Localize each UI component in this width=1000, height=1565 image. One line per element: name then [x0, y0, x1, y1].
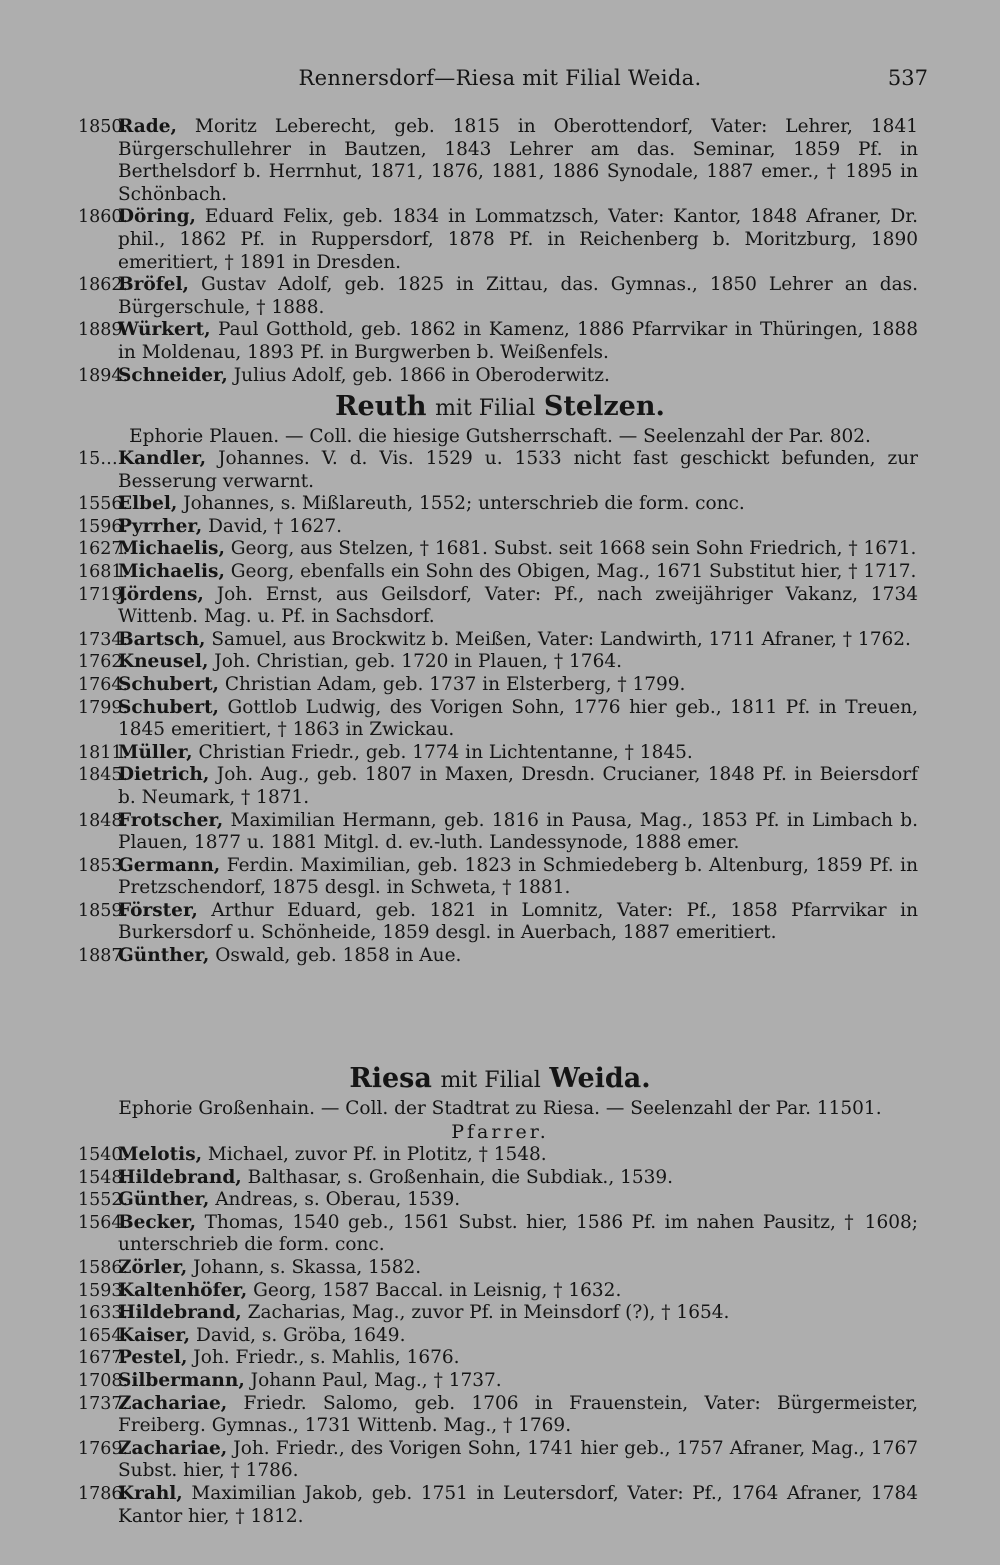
entry-year: 1786.: [78, 1483, 129, 1504]
list-item: [0, 697, 1000, 742]
entry-name: Hildebrand,: [118, 1166, 242, 1188]
entry-text: Ferdin. Maximilian, geb. 1823 in Schmiedeberg b. Altenburg, 1859 Pf. in Pretzschendorf, 1875 desgl. in Schweta, † 1881.: [118, 854, 918, 899]
entry-year: 1859.: [78, 900, 129, 921]
entry-name: Kaiser,: [118, 1324, 191, 1346]
list-item: [0, 584, 1000, 629]
entry-text: Paul Gotthold, geb. 1862 in Kamenz, 1886 Pfarrvikar in Thüringen, 1888 in Moldenau, 1893 Pf. in Burgwerben b. Weißenfels.: [118, 319, 918, 363]
list-item: [0, 1347, 1000, 1370]
page-number: 537: [887, 66, 928, 90]
entry-text: Arthur Eduard, geb. 1821 in Lomnitz, Vater: Pf., 1858 Pfarrvikar in Burkersdorf u. Schönheide, 1859 desgl. in Auerbach, 1887 emeritiert.: [118, 899, 918, 944]
list-item: [0, 1189, 1000, 1212]
section-title-riesa: [0, 1062, 1000, 1098]
entry-text: Johann Paul, Mag., † 1737.: [244, 1369, 502, 1391]
list-item: [0, 319, 1000, 364]
entry-text: Johannes. V. d. Vis. 1529 u. 1533 nicht fast geschickt befunden, zur Besserung verwarnt.: [118, 448, 918, 492]
entry-text: Joh. Friedr., des Vorigen Sohn, 1741 hier geb., 1757 Afraner, Mag., 1767 Subst. hier, † 1786.: [118, 1437, 918, 1482]
entry-year: 1564.: [78, 1212, 129, 1233]
entry-name: Frotscher,: [118, 809, 224, 831]
entry-text: Zacharias, Mag., zuvor Pf. in Meinsdorf (?), † 1654.: [241, 1302, 730, 1324]
entry-text: Moritz Leberecht, geb. 1815 in Oberottendorf, Vater: Lehrer, 1841 Bürgerschullehrer in Bautzen, 1843 Lehrer am das. Seminar, 1859 Pf. in Berthelsdorf b. Herrnhut, 1871, 1876, 1881, 1886 Synodale, 1887 emer., † 1895 in Schönbach.: [118, 116, 918, 205]
entry-text: Gustav Adolf, geb. 1825 in Zittau, das. Gymnas., 1850 Lehrer an das. Bürgerschule, † 1888.: [118, 274, 918, 318]
entry-text: Christian Friedr., geb. 1774 in Lichtentanne, † 1845.: [192, 741, 693, 763]
list-item: [0, 1393, 1000, 1438]
list-item: [0, 365, 1000, 388]
entry-name: Günther,: [118, 1189, 210, 1211]
entry-text: Johann, s. Skassa, 1582.: [187, 1256, 422, 1278]
entry-text: Joh. Aug., geb. 1807 in Maxen, Dresdn. Crucianer, 1848 Pf. in Beiersdorf b. Neumark, † 1871.: [118, 764, 918, 808]
entry-name: Rade,: [118, 116, 177, 137]
entry-year: 1845.: [78, 765, 129, 786]
list-item: [0, 516, 1000, 539]
entry-name: Schubert,: [118, 696, 219, 718]
section-meta-riesa: Ephorie Großenhain. — Coll. der Stadtrat zu Riesa. — Seelenzahl der Par. 11501.: [118, 1098, 882, 1119]
entry-year: 1596.: [78, 516, 129, 537]
list-item: [0, 810, 1000, 855]
entry-text: Michael, zuvor Pf. in Plotitz, † 1548.: [202, 1144, 547, 1165]
list-item: [0, 651, 1000, 674]
entry-year: 1734.: [78, 629, 129, 650]
entry-year: 1848.: [78, 810, 129, 831]
subheading-pfarrer: Pfarrer.: [451, 1121, 549, 1143]
list-item: [0, 1325, 1000, 1348]
entry-year: 1586.: [78, 1257, 129, 1278]
entry-name: Melotis,: [118, 1144, 203, 1165]
entry-name: Bartsch,: [118, 628, 206, 650]
entry-name: Günther,: [118, 945, 210, 967]
entry-year: 15…: [78, 449, 118, 469]
list-item: [0, 538, 1000, 561]
entry-name: Förster,: [118, 899, 198, 921]
entry-name: Dietrich,: [118, 764, 210, 786]
section-rennersdorf: [0, 116, 1000, 387]
list-item: [0, 1144, 1000, 1167]
entry-text: David, † 1627.: [202, 515, 343, 537]
entry-name: Germann,: [118, 854, 221, 876]
entry-name: Würkert,: [118, 319, 211, 341]
entry-name: Pestel,: [118, 1347, 188, 1369]
entry-name: Schneider,: [118, 364, 228, 386]
entry-name: Elbel,: [118, 493, 178, 515]
entry-name: Döring,: [118, 206, 196, 228]
entry-list-rennersdorf: [0, 116, 1000, 387]
entry-name: Jördens,: [118, 583, 204, 605]
entry-name: Silbermann,: [118, 1369, 245, 1391]
entry-text: Joh. Christian, geb. 1720 in Plauen, † 1764.: [208, 651, 622, 673]
entry-year: 1627.: [78, 539, 129, 560]
entry-year: 1556.: [78, 494, 129, 515]
entry-text: Christian Adam, geb. 1737 in Elsterberg, † 1799.: [218, 673, 686, 695]
list-item: [0, 1370, 1000, 1393]
entry-text: Balthasar, s. Großenhain, die Subdiak., 1539.: [241, 1166, 674, 1188]
entry-year: 1593.: [78, 1280, 129, 1301]
entry-year: 1677.: [78, 1348, 129, 1369]
list-item: [0, 1257, 1000, 1280]
entry-name: Zachariae,: [118, 1437, 228, 1459]
entry-name: Krahl,: [118, 1482, 183, 1504]
title-connector: mit Filial: [435, 396, 536, 421]
entry-name: Zachariae,: [118, 1392, 228, 1414]
entry-name: Bröfel,: [118, 274, 189, 296]
entry-list-reuth: [0, 448, 1000, 968]
entry-text: Joh. Ernst, aus Geilsdorf, Vater: Pf., nach zweijähriger Vakanz, 1734 Wittenb. Mag. u. Pf. in Sachsdorf.: [118, 583, 918, 628]
entry-name: Kneusel,: [118, 651, 209, 673]
entry-year: 1654.: [78, 1325, 129, 1346]
list-item: [0, 1167, 1000, 1190]
page-header: [0, 66, 1000, 106]
title-place: Riesa: [349, 1063, 432, 1094]
entry-text: Eduard Felix, geb. 1834 in Lommatzsch, Vater: Kantor, 1848 Afraner, Dr. phil., 1862 Pf. in Ruppersdorf, 1878 Pf. in Reichenberg b. Moritzburg, 1890 emeritiert, † 1891 in Dresden.: [118, 206, 918, 273]
list-item: [0, 274, 1000, 319]
list-item: [0, 900, 1000, 945]
section-title-reuth: [0, 390, 1000, 426]
running-title: Rennersdorf—Riesa mit Filial Weida.: [298, 66, 702, 90]
entry-name: Pyrrher,: [118, 515, 203, 537]
entry-text: Maximilian Jakob, geb. 1751 in Leutersdorf, Vater: Pf., 1764 Afraner, 1784 Kantor hier, † 1812.: [118, 1482, 918, 1527]
list-item: [0, 1483, 1000, 1528]
entry-text: David, s. Gröba, 1649.: [190, 1324, 406, 1346]
list-item: [0, 945, 1000, 968]
list-item: [0, 448, 1000, 493]
title-filial: Weida.: [549, 1063, 651, 1094]
entry-name: Zörler,: [118, 1256, 188, 1278]
entry-year: 1860.: [78, 207, 129, 228]
list-item: [0, 116, 1000, 206]
entry-name: Hildebrand,: [118, 1302, 242, 1324]
title-connector: mit Filial: [440, 1068, 541, 1093]
entry-year: 1799.: [78, 697, 129, 718]
entry-year: 1887.: [78, 946, 129, 967]
list-item: [0, 764, 1000, 809]
entry-text: Oswald, geb. 1858 in Aue.: [209, 945, 462, 967]
entry-text: Georg, 1587 Baccal. in Leisnig, † 1632.: [247, 1279, 622, 1301]
entry-year: 1540.: [78, 1145, 129, 1165]
section-riesa: [0, 1062, 1000, 1528]
entry-name: Michaelis,: [118, 560, 225, 582]
entry-name: Becker,: [118, 1211, 197, 1233]
entry-text: Gottlob Ludwig, des Vorigen Sohn, 1776 hier geb., 1811 Pf. in Treuen, 1845 emeritiert, † 1863 in Zwickau.: [118, 696, 918, 741]
entry-text: Julius Adolf, geb. 1866 in Oberoderwitz.: [227, 364, 610, 386]
entry-text: Johannes, s. Mißlareuth, 1552; unterschrieb die form. conc.: [177, 493, 745, 515]
entry-year: 1633.: [78, 1303, 129, 1324]
entry-name: Michaelis,: [118, 538, 225, 560]
title-place: Reuth: [335, 391, 427, 422]
entry-year: 1708.: [78, 1370, 129, 1391]
entry-year: 1853.: [78, 855, 129, 876]
entry-text: Georg, ebenfalls ein Sohn des Obigen, Mag., 1671 Substitut hier, † 1717.: [224, 560, 917, 582]
entry-year: 1769.: [78, 1438, 129, 1459]
entry-name: Kandler,: [118, 448, 207, 469]
entry-year: 1737.: [78, 1393, 129, 1414]
entry-year: 1552.: [78, 1190, 129, 1211]
entry-year: 1681.: [78, 561, 129, 582]
list-item: [0, 1302, 1000, 1325]
entry-text: Joh. Friedr., s. Mahlis, 1676.: [187, 1347, 460, 1369]
entry-year: 1850.: [78, 117, 129, 137]
list-item: [0, 561, 1000, 584]
entry-text: Andreas, s. Oberau, 1539.: [209, 1189, 461, 1211]
list-item: [0, 742, 1000, 765]
entry-name: Kaltenhöfer,: [118, 1279, 248, 1301]
entry-text: Maximilian Hermann, geb. 1816 in Pausa, Mag., 1853 Pf. in Limbach b. Plauen, 1877 u. 1881 Mitgl. d. ev.-luth. Landessynode, 1888 emer.: [118, 809, 918, 854]
entry-year: 1894.: [78, 365, 129, 386]
section-meta-reuth: Ephorie Plauen. — Coll. die hiesige Gutsherrschaft. — Seelenzahl der Par. 802.: [129, 426, 871, 447]
list-item: [0, 493, 1000, 516]
entry-name: Schubert,: [118, 673, 219, 695]
entry-year: 1862.: [78, 275, 129, 296]
list-item: [0, 674, 1000, 697]
entry-text: Thomas, 1540 geb., 1561 Subst. hier, 1586 Pf. im nahen Pausitz, † 1608; unterschrieb die form. conc.: [118, 1211, 918, 1256]
entry-name: Müller,: [118, 741, 193, 763]
entry-text: Samuel, aus Brockwitz b. Meißen, Vater: Landwirth, 1711 Afraner, † 1762.: [205, 628, 911, 650]
entry-list-riesa: [0, 1144, 1000, 1528]
title-filial: Stelzen.: [543, 391, 665, 422]
section-reuth: [0, 390, 1000, 968]
list-item: [0, 629, 1000, 652]
list-item: [0, 206, 1000, 274]
list-item: [0, 1212, 1000, 1257]
entry-year: 1811.: [78, 742, 129, 763]
entry-year: 1719.: [78, 584, 129, 605]
list-item: [0, 855, 1000, 900]
list-item: [0, 1438, 1000, 1483]
entry-year: 1762.: [78, 652, 129, 673]
entry-text: Friedr. Salomo, geb. 1706 in Frauenstein, Vater: Bürgermeister, Freiberg. Gymnas., 1731 Wittenb. Mag., † 1769.: [118, 1392, 918, 1437]
entry-year: 1764.: [78, 674, 129, 695]
list-item: [0, 1280, 1000, 1303]
entry-year: 1548.: [78, 1167, 129, 1188]
entry-text: Georg, aus Stelzen, † 1681. Subst. seit 1668 sein Sohn Friedrich, † 1671.: [224, 538, 917, 560]
entry-year: 1889.: [78, 320, 129, 341]
